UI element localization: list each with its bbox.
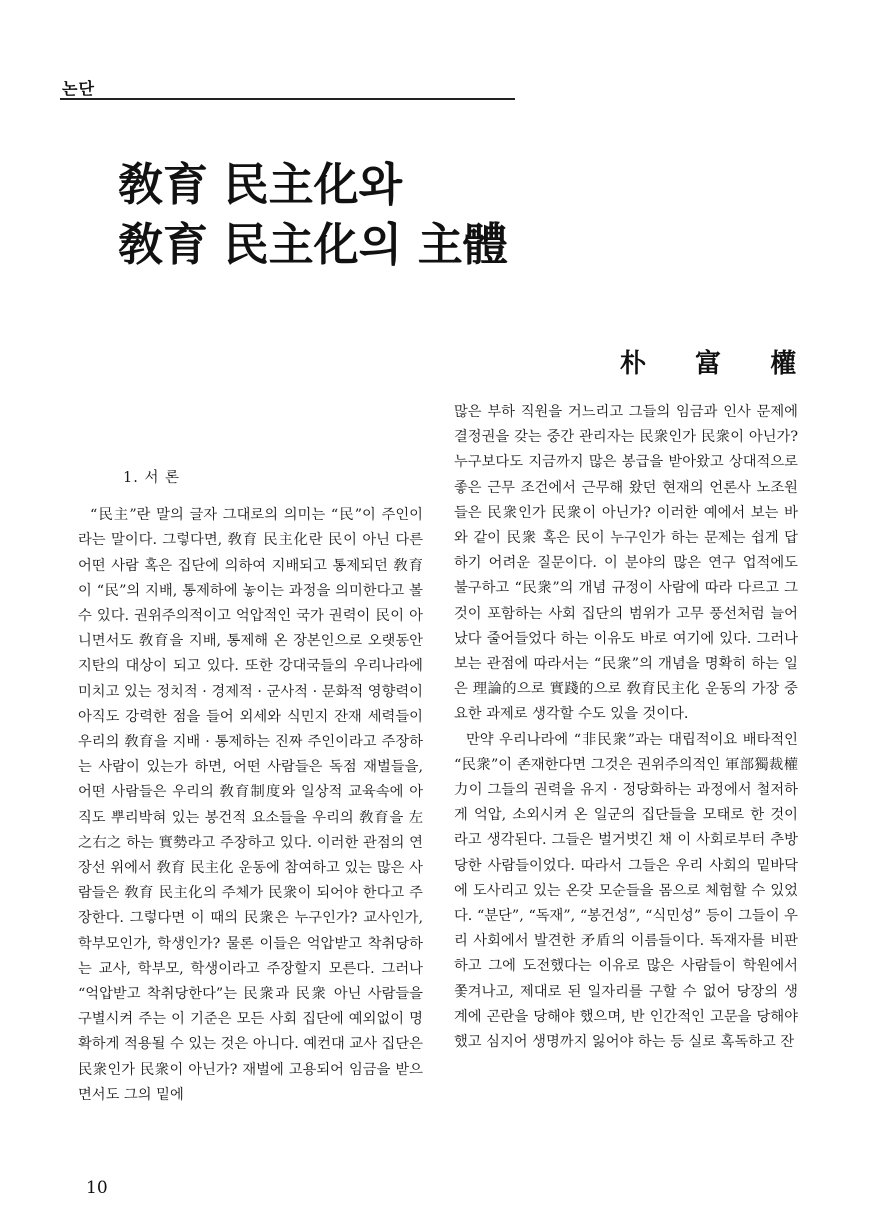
article-title <box>118 155 508 275</box>
article-title-line-2: 敎育 民主化의 主體 <box>118 218 508 271</box>
section-label: 논단 <box>62 79 95 98</box>
right-column <box>454 400 798 1055</box>
left-column <box>78 466 423 1108</box>
author-name: 朴 富 權 <box>620 349 817 379</box>
body-paragraph: “民主”란 말의 글자 그대로의 의미는 “民”이 주인이라는 말이다. 그렇다면, 敎育 民主化란 民이 아닌 다른 어떤 사람 혹은 집단에 의하여 지배되고 통제되던 敎育이 “民”의 지배, 통제하에 놓이는 과정을 의미한다고 볼 수 있다. 권위주의적이고 억압적인 국가 권력이 民이 아니면서도 敎育을 지배, 통제해 온 장본인으로 오랫동안 지탄의 대상이 되고 있다. 또한 강대국들의 우리나라에 미치고 있는 정치적 · 경제적 · 군사적 · 문화적 영향력이 아직도 강력한 점을 들어 외세와 식민지 잔재 세력들이 우리의 敎育을 지배 · 통제하는 진짜 주인이라고 주장하는 사람이 있는가 하면, 어떤 사람들은 독점 재벌들을, 어떤 사람들은 우리의 敎育制度와 일상적 교육속에 아직도 뿌리박혀 있는 봉건적 요소들을 우리의 敎育을 左之右之 하는 實勢라고 주장하고 있다. 이러한 관점의 연장선 위에서 敎育 民主化 운동에 참여하고 있는 많은 사람들은 敎育 民主化의 주체가 民衆이 되어야 한다고 주장한다. 그렇다면 이 때의 民衆은 누구인가? 교사인가, 학부모인가, 학생인가? 물론 이들은 억압받고 착취당하는 교사, 학부모, 학생이라고 주장할지 모른다. 그러나 “억압받고 착취당한다”는 民衆과 民衆 아닌 사람들을 구별시켜 주는 이 기준은 모든 사회 집단에 예외없이 명확하게 적용될 수 있는 것은 아니다. 예컨대 교사 집단은 民衆인가 民衆이 아닌가? 재벌에 고용되어 임금을 받으면서도 그의 밑에 <box>78 507 423 1103</box>
section-heading: 1. 서 론 <box>123 470 181 486</box>
page-number: 10 <box>86 1178 108 1198</box>
body-paragraph-continued: 많은 부하 직원을 거느리고 그들의 임금과 인사 문제에 결정권을 갖는 중간 관리자는 民衆인가 民衆이 아닌가? 누구보다도 지금까지 많은 봉급을 받아왔고 상대적으로 좋은 근무 조건에서 근무해 왔던 현재의 언론사 노조원들은 民衆인가 民衆이 아닌가? 이러한 예에서 보는 바와 같이 民衆 혹은 民이 누구인가 하는 문제는 쉽게 답하기 어려운 질문이다. 이 분야의 많은 연구 업적에도 불구하고 “民衆”의 개념 규정이 사람에 따라 다르고 그것이 포함하는 사회 집단의 범위가 고무 풍선처럼 늘어났다 줄어들었다 하는 이유도 바로 여기에 있다. 그러나 보는 관점에 따라서는 “民衆”의 개념을 명확히 하는 일은 理論的으로 實踐的으로 敎育民主化 운동의 가장 중요한 과제로 생각할 수도 있을 것이다. <box>454 404 798 723</box>
body-paragraph: 만약 우리나라에 “非民衆”과는 대립적이요 배타적인 “民衆”이 존재한다면 그것은 권위주의적인 軍部獨裁權力이 그들의 권력을 유지 · 정당화하는 과정에서 철저하게 억압, 소외시켜 온 일군의 집단들을 모태로 한 것이라고 생각된다. 그들은 벌거벗긴 채 이 사회로부터 추방당한 사람들이었다. 따라서 그들은 우리 사회의 밑바닥에 도사리고 있는 온갖 모순들을 몸으로 체험할 수 있었다. “분단”, “독재”, “봉건성”, “식민성” 등이 그들이 우리 사회에서 발견한 矛盾의 이름들이다. 독재자를 비판하고 그에 도전했다는 이유로 많은 사람들이 학원에서 쫓겨나고, 제대로 된 일자리를 구할 수 없어 당장의 생계에 곤란을 당해야 했으며, 반 인간적인 고문을 당해야 했고 심지어 생명까지 잃어야 하는 등 실로 혹독하고 잔 <box>454 731 798 1051</box>
article-title-line-1: 敎育 民主化와 <box>118 158 403 211</box>
section-divider <box>60 98 515 100</box>
